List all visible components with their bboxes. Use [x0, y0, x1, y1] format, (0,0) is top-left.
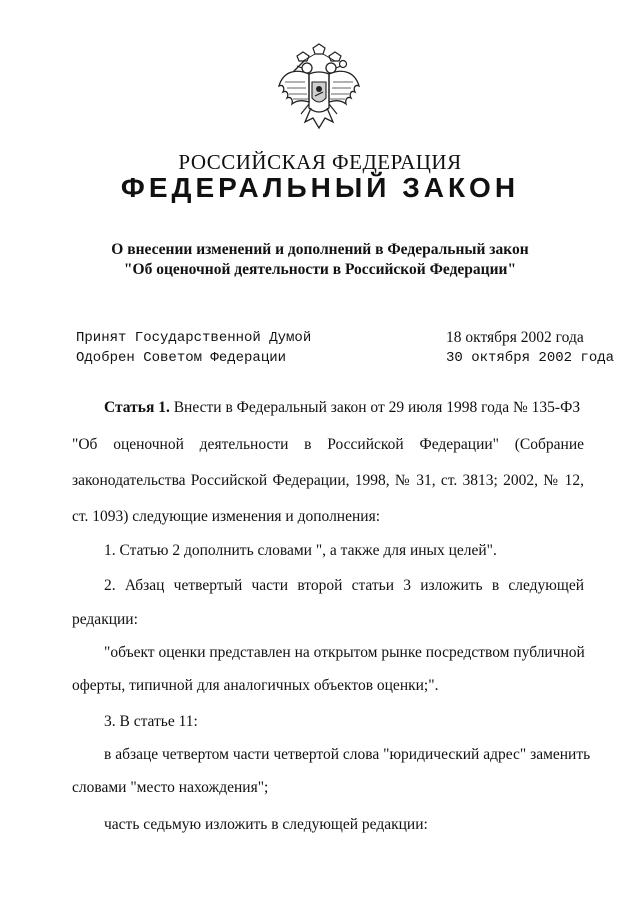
quote-line-2: оферты, типичной для аналогичных объектов оценки;".	[72, 677, 439, 694]
country-name: РОССИЙСКАЯ ФЕДЕРАЦИЯ	[178, 150, 462, 174]
law-title-line-2: "Об оценочной деятельности в Российской Федерации"	[123, 261, 517, 278]
article-1-line-3: законодательства Российской Федерации, 1998, № 31, ст. 3813; 2002, № 12,	[72, 472, 584, 489]
article-1-line-4: ст. 1093) следующие изменения и дополнения:	[72, 508, 381, 525]
article-label: Статья 1.	[104, 399, 170, 416]
item-1: 1. Статью 2 дополнить словами ", а также для иных целей".	[104, 542, 497, 559]
coat-of-arms-emblem	[275, 42, 363, 142]
article-intro: Внести в Федеральный закон от 29 июля 1998 года № 135-ФЗ	[169, 399, 581, 416]
article-1-line-1	[104, 398, 584, 418]
item-3-a-line-2: словами "место нахождения";	[72, 779, 269, 796]
law-title	[0, 240, 640, 280]
item-2-line-2: редакции:	[72, 611, 138, 628]
quote-line-1: "объект оценки представлен на открытом рынке посредством публичной	[104, 644, 585, 661]
article-1-line-2: "Об оценочной деятельности в Российской Федерации" (Собрание	[72, 436, 584, 453]
adopted-by-duma-date: 18 октября 2002 года	[446, 329, 584, 346]
item-3-a-line-1: в абзаце четвертом части четвертой слова "юридический адрес" заменить	[104, 746, 591, 763]
approved-by-council-date: 30 октября 2002 года	[446, 350, 615, 366]
approved-by-council-label: Одобрен Советом Федерации	[76, 350, 287, 366]
document-type: ФЕДЕРАЛЬНЫЙ ЗАКОН	[120, 172, 520, 203]
item-2-line-1: 2. Абзац четвертый части второй статьи 3 изложить в следующей	[104, 577, 584, 594]
adopted-by-duma-label: Принят Государственной Думой	[76, 330, 312, 346]
item-3: 3. В статье 11:	[104, 713, 198, 730]
item-3-b: часть седьмую изложить в следующей редакции:	[104, 816, 428, 833]
law-title-line-1: О внесении изменений и дополнений в Федеральный закон	[111, 241, 529, 258]
